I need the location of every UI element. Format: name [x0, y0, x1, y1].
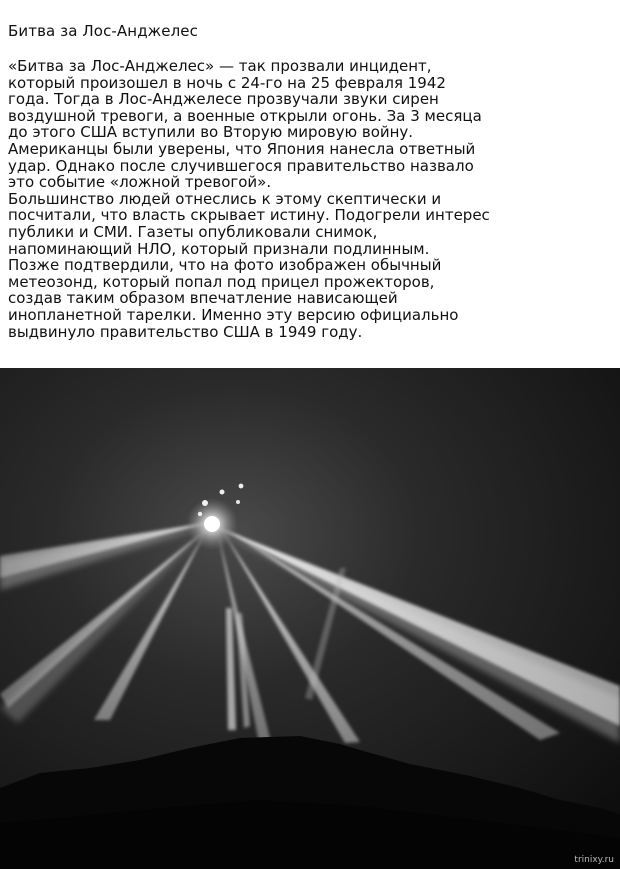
photo-watermark: trinixy.ru: [574, 855, 614, 865]
article-line: Большинство людей отнеслись к этому скептически и: [8, 189, 442, 208]
article-line: инопланетной тарелки. Именно эту версию официально: [8, 305, 459, 324]
searchlights-photo: [0, 368, 620, 869]
article-line: Позже подтвердили, что на фото изображен обычный: [8, 256, 442, 275]
article-line: это событие «ложной тревогой».: [8, 173, 272, 192]
article-line: удар. Однако после случившегося правительство назвало: [8, 156, 474, 175]
article-line: напоминающий НЛО, который признали подлинным.: [8, 239, 430, 258]
article-line: который произошел в ночь с 24-го на 25 февраля 1942: [8, 73, 446, 92]
searchlights-photo-graphic: [0, 368, 620, 869]
article-line: публики и СМИ. Газеты опубликовали снимок,: [8, 222, 378, 241]
article-body: [8, 58, 612, 340]
article-line: Американцы были уверены, что Япония нанесла ответный: [8, 139, 476, 158]
article-title: Битва за Лос-Анджелес: [8, 22, 198, 40]
article-line: воздушной тревоги, а военные открыли огонь. За 3 месяца: [8, 106, 482, 125]
article-line: выдвинуло правительство США в 1949 году.: [8, 322, 363, 341]
article-line: года. Тогда в Лос-Анджелесе прозвучали звуки сирен: [8, 90, 439, 109]
article-line: метеозонд, который попал под прицел прожекторов,: [8, 272, 435, 291]
article-line: «Битва за Лос-Анджелес» — так прозвали инцидент,: [8, 57, 432, 75]
article-line: посчитали, что власть скрывает истину. Подогрели интерес: [8, 206, 490, 225]
article-line: создав таким образом впечатление нависающей: [8, 289, 398, 308]
article-line: до этого США вступили во Вторую мировую войну.: [8, 123, 414, 142]
